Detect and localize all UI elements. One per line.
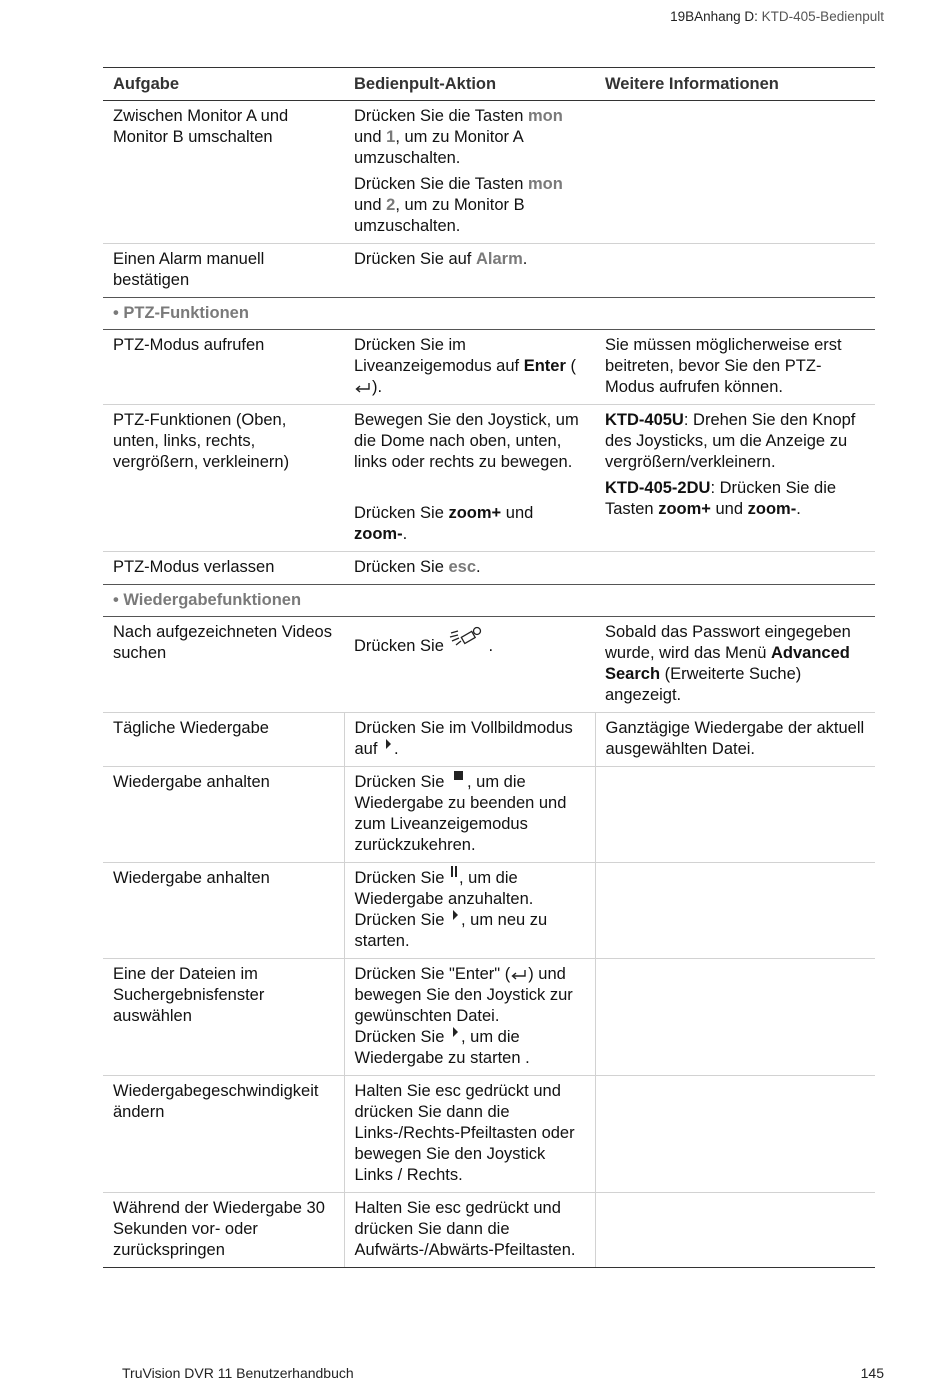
column-header-info: Weitere Informationen [595,68,875,101]
key-label: esc [448,558,476,576]
action-cell: Drücken Sie "Enter" ( ) und bewegen Sie den Joystick zur gewünschten Datei. Drücken Sie , um die Wiedergabe zu starten . [344,959,595,1076]
play-icon [449,1025,461,1041]
table-header-row [103,68,875,101]
enter-key-icon [354,382,372,394]
section-row-playback [103,585,875,617]
table-row [103,1193,875,1268]
column-header-action: Bedienpult-Aktion [344,68,595,101]
action-cell: Drücken Sie . [344,617,595,713]
pause-icon [449,865,459,883]
key-label: 1 [386,128,396,146]
play-icon [382,737,394,753]
section-title: • PTZ-Funktionen [103,298,875,330]
key-label: mon [527,175,563,193]
table-row [103,244,875,298]
info-cell: Ganztägige Wiedergabe der aktuell ausgewählten Datei. [595,713,875,767]
header-section: 19BAnhang D: [670,9,762,24]
action-cell: Halten Sie esc gedrückt und drücken Sie dann die Links-/Rechts-Pfeiltasten oder bewegen Sie den Joystick Links / Rechts. [344,1076,595,1193]
info-cell [595,863,875,959]
table-row [103,330,875,405]
info-cell: Sie müssen möglicherweise erst beitreten, bevor Sie den PTZ-Modus aufrufen können. [595,330,875,405]
info-cell: Sobald das Passwort eingegeben wurde, wird das Menü Advanced Search (Erweiterte Suche) angezeigt. [595,617,875,713]
task-cell: Eine der Dateien im Suchergebnisfenster auswählen [103,959,344,1076]
enter-key-icon [510,969,528,981]
column-header-task: Aufgabe [103,68,344,101]
task-cell: Zwischen Monitor A und Monitor B umschalten [103,101,344,244]
action-cell: Drücken Sie esc. [354,558,481,576]
info-cell [595,244,875,298]
action-cell: Drücken Sie , um die Wiedergabe anzuhalten. Drücken Sie , um neu zu starten. [344,863,595,959]
stop-icon [449,770,467,786]
action-cell: Bewegen Sie den Joystick, um die Dome nach oben, unten, links oder rechts zu bewegen. Drücken Sie zoom+ und zoom-. [344,405,595,552]
header-title: KTD-405-Bedienpult [761,9,884,24]
info-cell [595,552,875,585]
action-cell: Drücken Sie auf Alarm. [354,250,528,268]
key-label: mon [527,107,563,125]
task-cell: Wiedergabegeschwindigkeit ändern [103,1076,344,1193]
table-row [103,959,875,1076]
task-cell: Einen Alarm manuell bestätigen [113,250,265,289]
info-cell [595,767,875,863]
table-row [103,552,875,585]
search-key-icon [448,625,488,653]
table-row [103,617,875,713]
action-cell: Drücken Sie , um die Wiedergabe zu beenden und zum Liveanzeigemodus zurückzukehren. [344,767,595,863]
table-row [103,713,875,767]
task-cell: Wiedergabe anhalten [103,863,344,959]
task-cell: Während der Wiedergabe 30 Sekunden vor- oder zurückspringen [103,1193,344,1268]
play-icon [449,908,461,924]
info-cell [595,959,875,1076]
action-cell: Drücken Sie im Liveanzeigemodus auf Enter (). [344,330,595,405]
action-cell: Drücken Sie die Tasten mon und 1, um zu Monitor A umzuschalten. Drücken Sie die Tasten mon und 2, um zu Monitor B umzuschalten. [344,101,595,244]
task-cell: Nach aufgezeichneten Videos suchen [103,617,344,713]
key-label: 2 [386,196,396,214]
task-cell: PTZ-Modus aufrufen [103,330,344,405]
task-cell: Tägliche Wiedergabe [103,713,344,767]
info-cell [595,101,875,244]
info-cell [595,1193,875,1268]
action-cell: Drücken Sie im Vollbildmodus auf . [344,713,595,767]
info-cell: KTD-405U: Drehen Sie den Knopf des Joysticks, um die Anzeige zu vergrößern/verkleinern. KTD-405-2DU: Drücken Sie die Tasten zoom+ und zoom-. [595,405,875,552]
table-row [103,767,875,863]
info-cell [595,1076,875,1193]
task-cell: PTZ-Funktionen (Oben, unten, links, rechts, vergrößern, verkleinern) [103,405,344,552]
task-cell: Wiedergabe anhalten [103,767,344,863]
footer-manual-title: TruVision DVR 11 Benutzerhandbuch [122,1365,354,1381]
page-number: 145 [860,1365,884,1381]
keypad-actions-table [103,67,875,1268]
section-title: • Wiedergabefunktionen [103,585,875,617]
key-label: Alarm [475,250,523,268]
table-row [103,101,875,244]
page-header [670,9,884,24]
table-row [103,405,875,552]
action-cell: Halten Sie esc gedrückt und drücken Sie dann die Aufwärts-/Abwärts-Pfeiltasten. [344,1193,595,1268]
section-row-ptz [103,298,875,330]
table-row [103,863,875,959]
table-row [103,1076,875,1193]
task-cell: PTZ-Modus verlassen [113,558,275,576]
